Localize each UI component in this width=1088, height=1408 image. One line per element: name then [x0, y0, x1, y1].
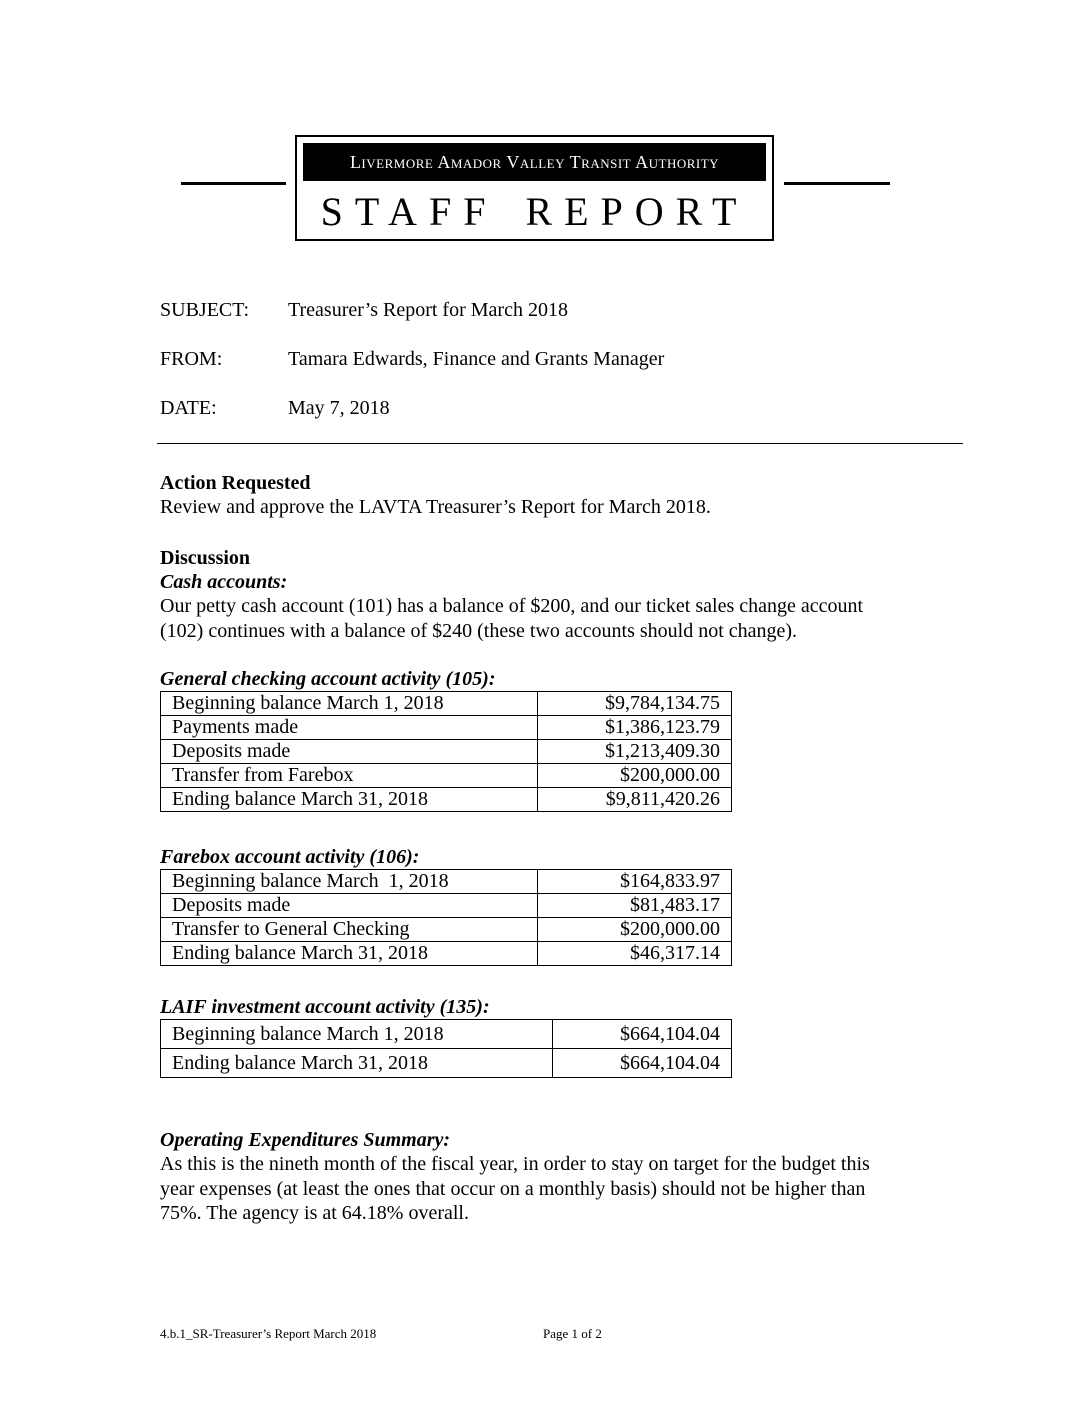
opex-line3: 75%. The agency is at 64.18% overall.: [160, 1202, 469, 1224]
from-line: [160, 347, 664, 371]
row-label: Ending balance March 31, 2018: [161, 942, 538, 966]
subject-value: Treasurer’s Report for March 2018: [288, 299, 568, 321]
cash-accounts-heading: Cash accounts:: [160, 571, 288, 593]
organization-name: Livermore Amador Valley Transit Authority: [303, 143, 766, 181]
cash-accounts-line1: Our petty cash account (101) has a balance of $200, and our ticket sales change account: [160, 595, 864, 617]
footer-page-number: Page 1 of 2: [543, 1326, 602, 1341]
row-amount: $664,104.04: [553, 1020, 732, 1049]
subject-label: SUBJECT:: [160, 299, 250, 321]
row-label: Transfer to General Checking: [161, 918, 538, 942]
table-row: [161, 1020, 732, 1049]
table-row: [161, 870, 732, 894]
letterhead-rule-right: [784, 182, 890, 185]
cash-accounts-line2: (102) continues with a balance of $240 (these two accounts should not change).: [160, 620, 798, 642]
row-label: Payments made: [161, 716, 538, 740]
table-row: [161, 894, 732, 918]
row-amount: $200,000.00: [538, 764, 732, 788]
table-row: [161, 764, 732, 788]
row-label: Ending balance March 31, 2018: [161, 788, 538, 812]
opex-line1: As this is the nineth month of the fiscal year, in order to stay on target for the budget this: [160, 1153, 870, 1175]
report-title: [297, 185, 772, 237]
row-label: Transfer from Farebox: [161, 764, 538, 788]
row-amount: $46,317.14: [538, 942, 732, 966]
table-row: [161, 918, 732, 942]
header-divider: [157, 443, 963, 444]
table-row: [161, 788, 732, 812]
letterhead: [295, 135, 774, 241]
table-row: [161, 692, 732, 716]
table-row: [161, 716, 732, 740]
farebox-heading: Farebox account activity (106):: [160, 846, 420, 868]
row-label: Beginning balance March 1, 2018: [161, 692, 538, 716]
date-line: [160, 396, 390, 420]
date-value: May 7, 2018: [288, 397, 390, 419]
row-label: Deposits made: [161, 740, 538, 764]
laif-heading: LAIF investment account activity (135):: [160, 996, 490, 1018]
row-label: Ending balance March 31, 2018: [161, 1049, 553, 1078]
laif-table: [160, 1019, 732, 1078]
date-label: DATE:: [160, 397, 217, 419]
table-row: [161, 740, 732, 764]
opex-heading: Operating Expenditures Summary:: [160, 1129, 451, 1151]
farebox-table: [160, 869, 732, 966]
letterhead-rule-left: [181, 182, 286, 185]
table-row: [161, 942, 732, 966]
from-value: Tamara Edwards, Finance and Grants Manager: [288, 348, 665, 370]
row-amount: $664,104.04: [553, 1049, 732, 1078]
report-title-word2: REPORT: [525, 188, 749, 234]
table-row: [161, 1049, 732, 1078]
action-heading: Action Requested: [160, 472, 311, 494]
row-amount: $9,811,420.26: [538, 788, 732, 812]
footer-doc-id: 4.b.1_SR-Treasurer’s Report March 2018: [160, 1326, 377, 1341]
general-checking-table: [160, 691, 732, 812]
row-amount: $1,386,123.79: [538, 716, 732, 740]
opex-line2: year expenses (at least the ones that occur on a monthly basis) should not be higher than: [160, 1178, 866, 1200]
row-amount: $1,213,409.30: [538, 740, 732, 764]
row-amount: $81,483.17: [538, 894, 732, 918]
report-title-word1: STAFF: [320, 188, 498, 234]
action-text: Review and approve the LAVTA Treasurer’s Report for March 2018.: [160, 496, 711, 518]
row-amount: $200,000.00: [538, 918, 732, 942]
discussion-heading: Discussion: [160, 547, 251, 569]
row-label: Beginning balance March 1, 2018: [161, 870, 538, 894]
subject-line: [160, 298, 568, 322]
general-checking-heading: General checking account activity (105):: [160, 668, 496, 690]
row-label: Beginning balance March 1, 2018: [161, 1020, 553, 1049]
row-amount: $9,784,134.75: [538, 692, 732, 716]
from-label: FROM:: [160, 348, 223, 370]
row-label: Deposits made: [161, 894, 538, 918]
row-amount: $164,833.97: [538, 870, 732, 894]
